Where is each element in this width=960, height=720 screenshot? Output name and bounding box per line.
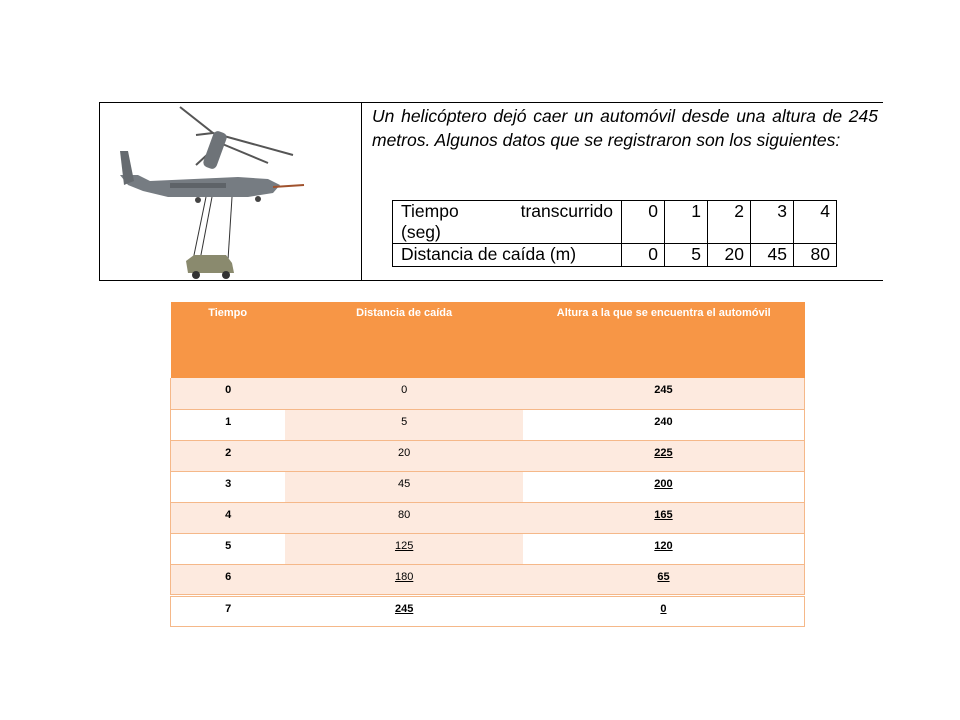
table-row (393, 244, 837, 267)
time-cell: 0 (171, 378, 286, 409)
time-value: 2 (708, 201, 751, 244)
header-time: Tiempo (171, 302, 286, 378)
problem-statement: Un helicóptero dejó caer un automóvil desde una altura de 245 metros. Algunos datos que se registraron son los siguientes: (372, 106, 878, 150)
distance-cell: 125 (285, 533, 523, 564)
time-cell: 5 (171, 533, 286, 564)
time-cell: 3 (171, 471, 286, 502)
table-row (171, 440, 805, 471)
problem-box (99, 102, 883, 281)
height-cell: 240 (523, 409, 805, 440)
given-data-table (392, 200, 837, 267)
height-cell: 200 (523, 471, 805, 502)
distance-cell: 245 (285, 595, 523, 626)
table-row (171, 378, 805, 409)
distance-cell: 0 (285, 378, 523, 409)
table-row (393, 201, 837, 244)
table-row (171, 564, 805, 595)
distance-value: 45 (751, 244, 794, 267)
height-cell: 245 (523, 378, 805, 409)
time-value: 1 (665, 201, 708, 244)
table-row (171, 502, 805, 533)
distance-cell: 20 (285, 440, 523, 471)
distance-cell: 5 (285, 409, 523, 440)
table-row (171, 471, 805, 502)
distance-value: 0 (622, 244, 665, 267)
table-row (171, 595, 805, 626)
header-row (171, 302, 805, 378)
height-cell: 225 (523, 440, 805, 471)
time-cell: 2 (171, 440, 286, 471)
time-cell: 7 (171, 595, 286, 626)
height-cell: 120 (523, 533, 805, 564)
box-divider (361, 103, 362, 280)
distance-label: Distancia de caída (m) (393, 244, 622, 267)
height-cell: 165 (523, 502, 805, 533)
header-distance: Distancia de caída (285, 302, 523, 378)
results-table (170, 302, 805, 627)
helicopter-car-image (108, 105, 308, 280)
time-value: 0 (622, 201, 665, 244)
time-cell: 4 (171, 502, 286, 533)
time-value: 3 (751, 201, 794, 244)
time-label: Tiempo transcurrido (seg) (393, 201, 622, 244)
header-height: Altura a la que se encuentra el automóvil (523, 302, 805, 378)
distance-cell: 45 (285, 471, 523, 502)
time-value: 4 (794, 201, 837, 244)
time-cell: 6 (171, 564, 286, 595)
distance-value: 80 (794, 244, 837, 267)
table-row (171, 409, 805, 440)
time-cell: 1 (171, 409, 286, 440)
distance-cell: 80 (285, 502, 523, 533)
height-cell: 65 (523, 564, 805, 595)
distance-value: 20 (708, 244, 751, 267)
distance-cell: 180 (285, 564, 523, 595)
table-row (171, 533, 805, 564)
distance-value: 5 (665, 244, 708, 267)
height-cell: 0 (523, 595, 805, 626)
